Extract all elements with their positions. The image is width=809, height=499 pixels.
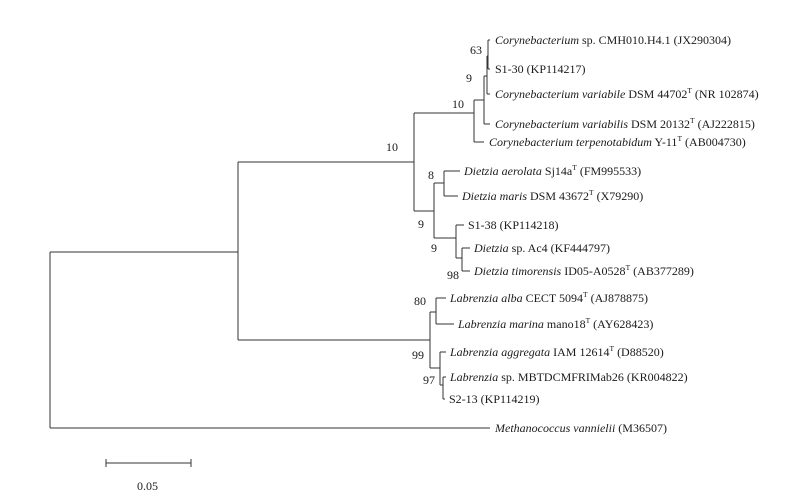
leaf-label: S1-38 (KP114218) xyxy=(468,218,559,232)
leaf-label: Labrenzia sp. MBTDCMFRIMab26 (KR004822) xyxy=(450,370,688,384)
bootstrap-value: 99 xyxy=(412,348,424,362)
bootstrap-value: 98 xyxy=(447,268,459,282)
bootstrap-value: 10 xyxy=(452,97,464,111)
leaf-label: Dietzia sp. Ac4 (KF444797) xyxy=(474,241,611,255)
leaf-label: Dietzia aerolata $Sj14a^T$ (FM995533) xyxy=(464,163,642,178)
bootstrap-value: 63 xyxy=(470,43,482,57)
leaf-labels xyxy=(449,33,759,435)
bootstrap-value: 80 xyxy=(414,294,426,308)
leaf-label: Labrenzia aggregata IAM $12614^T$ (D88520) xyxy=(450,344,664,359)
leaf-label: Labrenzia marina $mano18^T$ (AY628423) xyxy=(458,316,654,331)
bootstrap-value: 8 xyxy=(428,168,434,182)
bootstrap-value: 9 xyxy=(431,241,437,255)
leaf-label: S1-30 (KP114217) xyxy=(495,62,586,76)
bootstrap-value: 9 xyxy=(466,71,472,85)
leaf-label: Dietzia timorensis $ID05-A0528^T$ (AB377289) xyxy=(474,263,694,278)
scale-bar-label: 0.05 xyxy=(137,479,158,493)
leaf-label: Corynebacterium variabile DSM $44702^T$ (NR 102874) xyxy=(495,86,759,101)
leaf-label: S2-13 (KP114219) xyxy=(449,392,540,406)
leaf-label: Dietzia maris DSM $43672^T$ (X79290) xyxy=(462,188,644,203)
leaf-label: Corynebacterium sp. CMH010.H4.1 (JX290304) xyxy=(495,33,731,47)
leaf-label: Labrenzia alba CECT $5094^T$ (AJ878875) xyxy=(450,290,648,305)
leaf-label: Corynebacterium variabilis DSM $20132^T$ (AJ222815) xyxy=(495,116,755,131)
bootstrap-value: 10 xyxy=(386,140,398,154)
bootstrap-value: 9 xyxy=(418,217,424,231)
leaf-label: Corynebacterium terpenotabidum $Y-11^T$ (AB004730) xyxy=(489,134,746,149)
bootstrap-value: 97 xyxy=(423,373,435,387)
scale-bar xyxy=(106,459,191,493)
tree-branches xyxy=(50,40,490,428)
leaf-label: Methanococcus vannielii (M36507) xyxy=(495,421,667,435)
